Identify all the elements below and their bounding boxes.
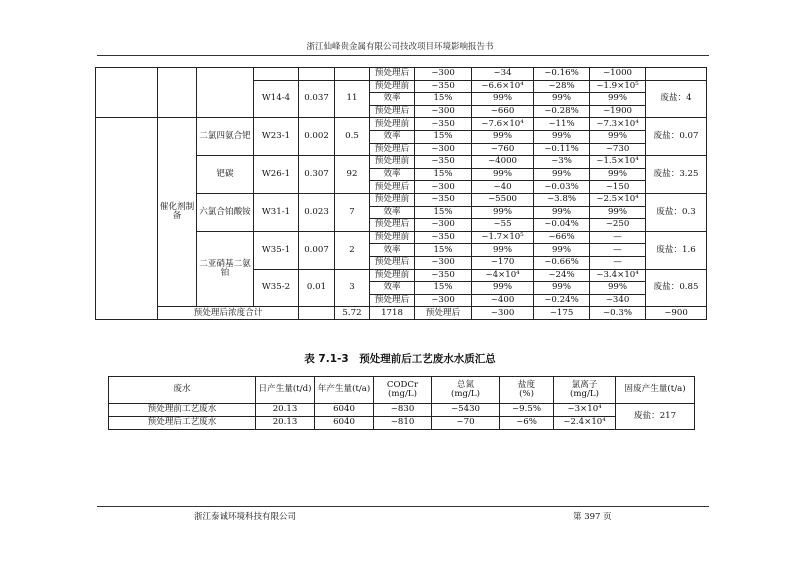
table-row: 效率 15% 99% 99% 99% xyxy=(96,93,707,106)
table-row: 预处理后 ~300 ~40 ~0.03% ~150 xyxy=(96,181,707,194)
table-row: 预处理后 ~300 ~660 ~0.28% ~1900 xyxy=(96,105,707,118)
table-row: 预处理后 ~300 ~400 ~0.24% ~340 xyxy=(96,294,707,307)
table-row: W14-4 0.037 11 预处理前 ~350 ~6.6×10⁴ ~28% ~1.9×10⁵ 废盐：4 xyxy=(96,80,707,93)
table-row: W35-2 0.01 3 预处理前 ~350 ~4×10⁴ ~24% ~3.4×10⁴ 废盐：0.85 xyxy=(96,269,707,282)
table-row: 预处理前工艺废水 20.13 6040 ~830 ~5430 ~9.5% ~3×10⁴ 废盐：217 xyxy=(109,404,695,417)
code-cell xyxy=(254,68,299,81)
footer-company: 浙江泰诚环境科技有限公司 xyxy=(194,512,297,522)
header-divider xyxy=(97,55,709,56)
table-row: 效率 15% 99% 99% 99% xyxy=(96,130,707,143)
table-row: 钯碳 W26-1 0.307 92 预处理前 ~350 ~4000 ~3% ~1.5×10⁴ 废盐：3.25 xyxy=(96,156,707,169)
table-row: 效率 15% 99% 99% — xyxy=(96,244,707,257)
table-row: 二亚硝基二氨铂 W35-1 0.007 2 预处理前 ~350 ~1.7×10⁵ ~66% — 废盐：1.6 xyxy=(96,231,707,244)
table-row: 预处理后工艺废水 20.13 6040 ~810 ~70 ~6% ~2.4×10⁴ xyxy=(109,417,695,430)
table-row: 预处理后 ~300 ~55 ~0.04% ~250 xyxy=(96,219,707,232)
summary-table xyxy=(108,376,695,430)
table-row: 预处理后 ~300 ~170 ~0.66% — xyxy=(96,256,707,269)
catalyst-category: 催化剂制备 xyxy=(158,118,197,307)
table-row: 六氯合铂酸铵 W31-1 0.023 7 预处理前 ~350 ~5500 ~3.8% ~2.5×10⁴ 废盐：0.3 xyxy=(96,193,707,206)
page-number: 第 397 页 xyxy=(573,512,612,522)
wastewater-pretreatment-table xyxy=(95,67,707,320)
product-cell xyxy=(197,68,254,118)
table-row: 催化剂制备 二氯四氨合钯 W23-1 0.002 0.5 预处理前 ~350 ~7.6×10⁴ ~11% ~7.3×10⁴ 废盐：0.07 xyxy=(96,118,707,131)
table-row: 效率 15% 99% 99% 99% xyxy=(96,168,707,181)
footer-divider xyxy=(97,506,709,507)
header-row: 废水 日产生量(t/d) 年产生量(t/a) CODCr (mg/L) 总氮 (mg/L) 盐度 (%) 氯离子 (mg/L) 固废产生量(t/a) xyxy=(109,377,695,404)
table-row: 效率 15% 99% 99% 99% xyxy=(96,206,707,219)
page-header: 浙江仙峰贵金属有限公司技改项目环境影响报告书 xyxy=(306,42,494,52)
table-row: 预处理后 ~300 ~760 ~0.11% ~730 xyxy=(96,143,707,156)
table-row: 预处理后 ~300 ~34 ~0.16% ~1000 xyxy=(96,68,707,81)
category-cell xyxy=(96,68,158,118)
table-caption: 表 7.1-3 预处理前后工艺废水水质汇总 xyxy=(304,353,496,365)
subcategory-cell xyxy=(158,68,197,118)
total-row: 预处理后浓度合计 5.72 1718 预处理后 ~300 ~175 ~0.3% ~900 xyxy=(96,307,707,320)
table-row: 效率 15% 99% 99% 99% xyxy=(96,282,707,295)
